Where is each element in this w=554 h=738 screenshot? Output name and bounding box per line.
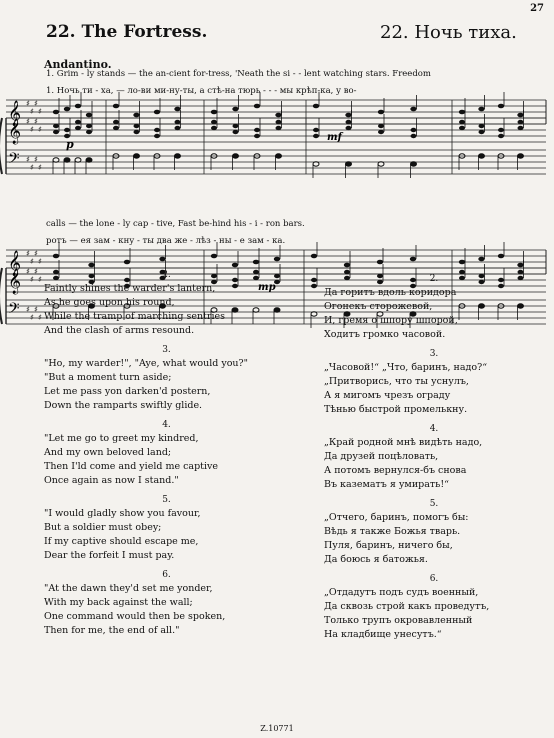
sharp-icon: ♯ xyxy=(26,155,30,164)
note-head xyxy=(254,134,260,138)
note-head xyxy=(124,260,130,265)
sharp-icon: ♯ xyxy=(26,305,30,314)
verse-line: Только трупъ окровавленный xyxy=(324,615,473,626)
note-head xyxy=(498,134,504,138)
treble-clef-icon: 𝄞 xyxy=(8,269,22,294)
stanza-number: 2. xyxy=(162,270,171,280)
sharp-icon: ♯ xyxy=(34,155,38,164)
note-head xyxy=(211,120,217,124)
note-head xyxy=(311,284,317,288)
verse-line: Вѣдь я также Божья тварь. xyxy=(324,526,461,537)
note-head xyxy=(518,120,524,124)
note-head xyxy=(346,126,352,130)
note-head xyxy=(113,104,119,109)
verse-line: Faintly shines the warder's lantern, xyxy=(44,283,216,294)
note-head xyxy=(86,124,92,128)
sharp-icon: ♯ xyxy=(34,267,38,276)
stanza xyxy=(324,422,544,492)
verse-line: "At the dawn they'd set me yonder, xyxy=(44,583,213,594)
note-head xyxy=(346,120,352,124)
note-head xyxy=(134,154,140,158)
stanza-number: 6. xyxy=(162,570,171,580)
note-head xyxy=(311,278,317,282)
note-head xyxy=(211,110,217,115)
verse-line: One command would then be spoken, xyxy=(44,611,226,622)
verse-line: Огонекъ сторожевой, xyxy=(324,301,433,312)
note-head xyxy=(86,130,92,134)
note-head xyxy=(498,104,504,109)
note-head xyxy=(378,110,384,115)
piano-brace xyxy=(0,268,2,324)
note-head xyxy=(232,107,238,112)
note-head xyxy=(275,113,281,118)
sharp-icon: ♯ xyxy=(26,249,30,258)
note-head xyxy=(154,134,160,138)
verse-line: Then for me, the end of all." xyxy=(44,625,180,636)
treble-clef-icon: 𝄞 xyxy=(8,251,22,276)
verse-line: And my own beloved land; xyxy=(44,447,172,458)
note-head xyxy=(113,126,119,130)
note-head xyxy=(378,130,384,134)
sharp-icon: ♯ xyxy=(34,305,38,314)
note-head xyxy=(311,254,317,259)
note-head xyxy=(53,110,59,115)
sharp-icon: ♯ xyxy=(38,257,42,266)
note-head xyxy=(498,128,504,132)
verse-line: With my back against the wall; xyxy=(44,597,193,608)
verse-line: Let me pass yon darken'd postern, xyxy=(44,386,211,397)
verse-line: Въ казематъ я умирать!“ xyxy=(324,479,449,490)
verse-line: Да горитъ вдоль коридора xyxy=(324,287,457,298)
note-head xyxy=(64,107,70,112)
verse-line: But a soldier must obey; xyxy=(44,522,162,533)
sharp-icon: ♯ xyxy=(38,313,42,322)
note-head xyxy=(411,162,417,166)
note-head xyxy=(211,126,217,130)
note-head xyxy=(377,260,383,265)
stanza xyxy=(44,568,289,638)
stanza xyxy=(44,343,289,413)
verse-line: „Часовой!“ „Что, баринъ, надо?“ xyxy=(324,362,488,373)
stanza-number: 4. xyxy=(429,424,439,434)
verse-line: „Отдадутъ подъ судъ военный, xyxy=(324,587,479,598)
note-head xyxy=(479,154,485,158)
note-head xyxy=(498,254,504,259)
lyrics-system1-russian: 1. Ночь ти - ха, — ло-ви ми-ну-ты, а стѣ-на тюрь - - - мы крѣп-ка, у во- xyxy=(46,86,357,96)
note-head xyxy=(175,120,181,124)
note-head xyxy=(159,257,165,262)
stanza xyxy=(324,497,544,567)
note-head xyxy=(232,263,238,268)
note-head xyxy=(75,120,81,124)
note-head xyxy=(53,124,59,128)
note-head xyxy=(134,130,140,134)
note-head xyxy=(346,162,352,166)
note-head xyxy=(313,128,319,132)
verse-line: Ходитъ громко часовой. xyxy=(324,329,446,340)
stanza xyxy=(44,493,289,563)
note-head xyxy=(53,130,59,134)
stanza xyxy=(44,418,289,488)
verse-line: "Let me go to greet my kindred, xyxy=(44,433,199,444)
title-russian: 22. Ночь тиха. xyxy=(380,22,517,43)
note-head xyxy=(276,126,282,130)
dynamic-mp: mp xyxy=(258,282,276,293)
verse-line: Once again as now I stand." xyxy=(44,475,179,486)
stanza-number: 4. xyxy=(162,420,171,430)
verse-line: Then I'ld come and yield me captive xyxy=(44,461,219,472)
verse-line: И, гремя о шпору шпорой, xyxy=(324,315,458,326)
verse-line: Down the ramparts swiftly glide. xyxy=(44,400,203,411)
page-number: 27 xyxy=(530,3,544,14)
note-head xyxy=(75,126,81,130)
note-head xyxy=(478,107,484,112)
note-head xyxy=(517,113,523,118)
sharp-icon: ♯ xyxy=(34,249,38,258)
note-head xyxy=(64,128,70,132)
music-system-1 xyxy=(0,92,546,178)
stanza-number: 3. xyxy=(429,349,439,359)
note-head xyxy=(53,254,59,259)
verse-line: А я мигомъ чрезъ ограду xyxy=(324,390,451,401)
lyrics-system2-english: calls — the lone - ly cap - tive, Fast be-hind his - i - ron bars. xyxy=(46,219,305,229)
verse-line: If my captive should escape me, xyxy=(44,536,199,547)
note-head xyxy=(459,120,465,124)
verse-line: А потомъ вернулся-бъ снова xyxy=(324,465,467,476)
note-head xyxy=(233,154,239,158)
verse-line: And the clash of arms resound. xyxy=(44,325,195,336)
bass-clef-icon: 𝄢 xyxy=(8,150,20,171)
note-head xyxy=(253,260,259,265)
note-head xyxy=(175,154,181,158)
note-head xyxy=(518,126,524,130)
dynamic-p: p xyxy=(66,138,74,151)
note-head xyxy=(459,110,465,115)
sharp-icon: ♯ xyxy=(38,125,42,134)
stanzas-russian xyxy=(324,272,544,647)
verse-line: While the tramp of marching sentries xyxy=(44,311,225,322)
stanza xyxy=(324,272,544,342)
verse-line: „Притворись, что ты уснулъ, xyxy=(324,376,469,387)
note-head xyxy=(410,257,416,262)
note-head xyxy=(211,254,217,259)
note-head xyxy=(134,124,140,128)
sharp-icon: ♯ xyxy=(26,99,30,108)
verse-line: Да боюсь я батожья. xyxy=(324,554,428,565)
note-head xyxy=(411,134,417,138)
note-head xyxy=(478,257,484,262)
note-head xyxy=(459,260,465,265)
note-head xyxy=(459,126,465,130)
plate-number: Z.10771 xyxy=(260,724,294,733)
note-head xyxy=(154,128,160,132)
note-head xyxy=(75,104,81,109)
sharp-icon: ♯ xyxy=(38,275,42,284)
note-head xyxy=(313,104,319,109)
note-head xyxy=(233,124,239,128)
treble-clef-icon: 𝄞 xyxy=(8,119,22,144)
verse-line: "I would gladly show you favour, xyxy=(44,508,201,519)
note-head xyxy=(479,130,485,134)
sharp-icon: ♯ xyxy=(34,117,38,126)
verse-line: Dear the forfeit I must pay. xyxy=(44,550,175,561)
lyrics-system2-russian: ротъ — ея зам - кну - ты два же - лѣз - ны - е зам - ка. xyxy=(46,236,286,246)
note-head xyxy=(88,263,94,268)
stanza xyxy=(324,347,544,417)
stanza-number: 5. xyxy=(429,499,439,509)
note-head xyxy=(345,113,351,118)
note-head xyxy=(254,104,260,109)
note-head xyxy=(344,263,350,268)
title-english: 22. The Fortress. xyxy=(46,22,208,42)
note-head xyxy=(311,312,317,316)
sharp-icon: ♯ xyxy=(38,107,42,116)
stanza-number: 6. xyxy=(429,574,439,584)
sharp-icon: ♯ xyxy=(26,267,30,276)
sharp-icon: ♯ xyxy=(30,313,34,322)
note-head xyxy=(517,263,523,268)
note-head xyxy=(518,154,524,158)
note-head xyxy=(133,113,139,118)
dynamic-mf: mf xyxy=(327,132,342,143)
verse-line: Да друзей поцѣловать, xyxy=(324,451,439,462)
verse-line: "But a moment turn aside; xyxy=(44,372,172,383)
sharp-icon: ♯ xyxy=(30,257,34,266)
tempo-marking: Andantino. xyxy=(44,58,112,71)
sharp-icon: ♯ xyxy=(38,163,42,172)
sharp-icon: ♯ xyxy=(34,99,38,108)
stanza-number: 3. xyxy=(162,345,171,355)
note-head xyxy=(86,158,92,162)
verse-line: На кладбище унесутъ.“ xyxy=(324,629,442,640)
bass-clef-icon: 𝄢 xyxy=(8,300,20,321)
verse-line: Пуля, баринъ, ничего бы, xyxy=(324,540,453,551)
treble-clef-icon: 𝄞 xyxy=(8,101,22,126)
note-head xyxy=(411,128,417,132)
sharp-icon: ♯ xyxy=(30,107,34,116)
stanzas-english xyxy=(44,268,289,643)
note-head xyxy=(378,124,384,128)
verse-line: "Ho, my warder!", "Aye, what would you?" xyxy=(44,358,249,369)
stanza-number: 5. xyxy=(162,495,171,505)
note-head xyxy=(174,107,180,112)
piano-brace xyxy=(0,118,2,174)
verse-line: As he goes upon his round, xyxy=(44,297,175,308)
note-head xyxy=(254,128,260,132)
verse-line: Да сквозь строй какъ проведутъ, xyxy=(324,601,490,612)
verse-line: „Отчего, баринъ, помогъ бы: xyxy=(324,512,469,523)
sharp-icon: ♯ xyxy=(30,275,34,284)
note-head xyxy=(378,162,384,166)
sharp-icon: ♯ xyxy=(30,163,34,172)
note-head xyxy=(75,158,81,162)
note-head xyxy=(154,110,160,115)
note-head xyxy=(175,126,181,130)
note-head xyxy=(64,158,70,162)
note-head xyxy=(479,124,485,128)
note-head xyxy=(53,158,59,162)
note-head xyxy=(233,130,239,134)
note-head xyxy=(313,134,319,138)
sharp-icon: ♯ xyxy=(30,125,34,134)
verse-line: Тѣнью быстрой промелькну. xyxy=(324,404,468,415)
stanza xyxy=(44,268,289,338)
verse-line: „Край родной мнѣ видѣть надо, xyxy=(324,437,483,448)
lyrics-system1-english: 1. Grim - ly stands — the an-cient for-tress, 'Neath the si - - lent watching stars. Freedom xyxy=(46,69,431,79)
note-head xyxy=(410,107,416,112)
note-head xyxy=(276,154,282,158)
note-head xyxy=(313,162,319,166)
note-head xyxy=(86,113,92,118)
sharp-icon: ♯ xyxy=(26,117,30,126)
note-head xyxy=(276,120,282,124)
note-head xyxy=(113,120,119,124)
note-head xyxy=(274,257,280,262)
stanza-number: 2. xyxy=(429,274,439,284)
stanza xyxy=(324,572,544,642)
